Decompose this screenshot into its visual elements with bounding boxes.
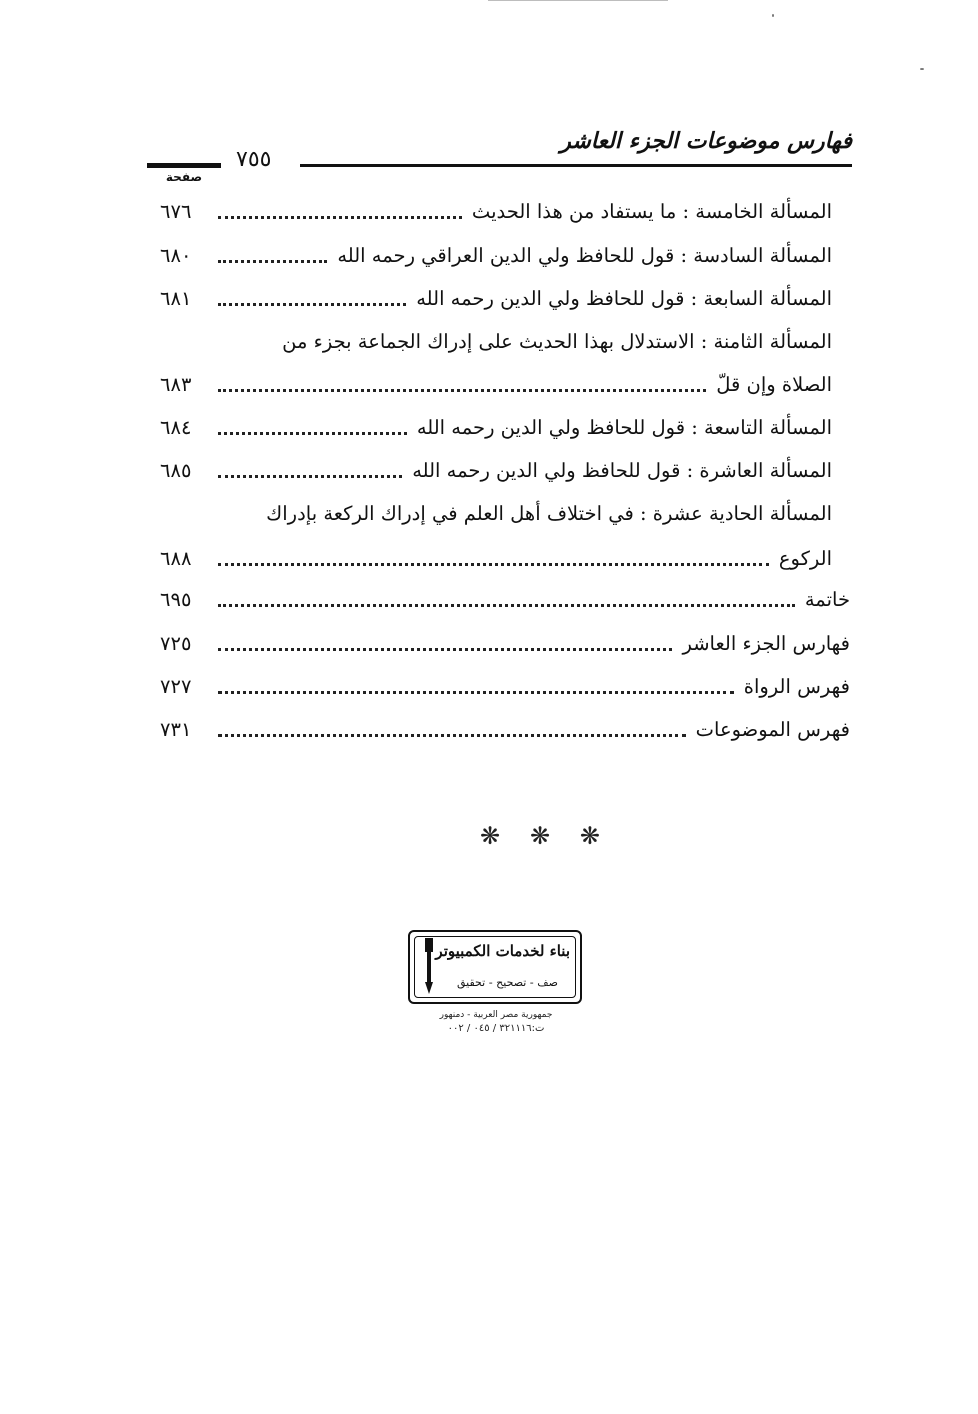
toc-entry-title: المسألة الحادية عشرة : في اختلاف أهل العلم في إدراك الركعة بإدراك [266,502,832,525]
typesetter-stamp [408,930,582,1004]
toc-entry [160,711,850,745]
toc-entry-title: المسألة العاشرة : قول للحافظ ولي الدين رحمه الله [412,459,832,482]
toc-entry-title: فهارس الجزء العاشر [682,632,850,655]
leader-dots [218,260,327,263]
toc-entry-title: المسألة السابعة : قول للحافظ ولي الدين رحمه الله [416,287,832,310]
asterisk-glyph: ❋ [579,822,600,850]
toc-entry [160,540,832,574]
header-rule [300,164,852,167]
toc-entry-page: ٦٨٨ [160,547,192,570]
leader-dots [218,389,706,392]
leader-dots [218,691,734,694]
leader-dots [218,216,462,219]
leader-dots [218,475,402,478]
toc-entry-title: المسألة الثامنة : الاستدلال بهذا الحديث على إدراك الجماعة بجزء من [282,330,832,353]
toc-entry-page: ٦٧٦ [160,200,192,223]
toc-entry-title: خاتمة [804,588,850,611]
toc-entry-page: ٦٨١ [160,287,192,310]
toc-entry [160,237,832,271]
toc-entry [160,581,850,615]
page-number: ٧٥٥ [236,147,272,172]
toc-entry-page: ٦٨٣ [160,373,192,396]
scan-edge-line [488,0,668,1]
page-column-rule [147,163,221,168]
toc-entry-title: فهرس الرواة [743,675,850,698]
toc-entry [160,495,832,529]
toc-entry [160,323,832,357]
toc-entry [160,366,832,400]
toc-entry-title: المسألة السادسة : قول للحافظ ولي الدين العراقي رحمه الله [337,244,832,267]
scan-speck [920,68,924,70]
leader-dots [218,734,686,737]
asterism-separator [480,822,600,850]
toc-entry [160,452,832,486]
stamp-phone: ت:٣٢١١١٦ / ٠٤٥ / ٠٠٢ [447,1023,545,1034]
toc-entry [160,193,832,227]
toc-entry [160,409,832,443]
toc-entry [160,280,832,314]
toc-entry [160,625,850,659]
asterisk-glyph: ❋ [480,822,501,850]
stamp-services: صف - تصحيح - تحقيق [457,976,558,989]
pen-nib-icon [422,938,436,994]
toc-entry-page: ٦٨٤ [160,416,192,439]
running-title: فهارس موضوعات الجزء العاشر [560,128,852,154]
toc-entry [160,668,850,702]
toc-entry-title: فهرس الموضوعات [695,718,850,741]
asterisk-glyph: ❋ [529,822,551,850]
leader-dots [218,604,795,607]
toc-entry-title: الصلاة وإن قلّ [716,373,832,396]
toc-entry-page: ٧٢٧ [160,675,192,698]
toc-entry-title: المسألة الخامسة : ما يستفاد من هذا الحديث [471,200,832,223]
toc-entry-title: المسألة التاسعة : قول للحافظ ولي الدين رحمه الله [416,416,832,439]
leader-dots [218,563,769,566]
toc-entry-page: ٦٨٥ [160,459,192,482]
stamp-business-name: بناء لخدمات الكمبيوتر [435,942,570,960]
toc-entry-page: ٧٣١ [160,718,192,741]
toc-entry-page: ٦٨٠ [160,244,192,267]
stamp-address: جمهورية مصر العربية - دمنهور [439,1010,553,1020]
toc-entry-page: ٧٢٥ [160,632,192,655]
page-column-label: صفحة [165,170,203,184]
leader-dots [218,648,672,651]
toc-entry-page: ٦٩٥ [160,588,192,611]
leader-dots [218,303,406,306]
leader-dots [218,432,407,435]
toc-entry-title: الركوع [778,547,832,570]
scan-speck [772,14,774,17]
